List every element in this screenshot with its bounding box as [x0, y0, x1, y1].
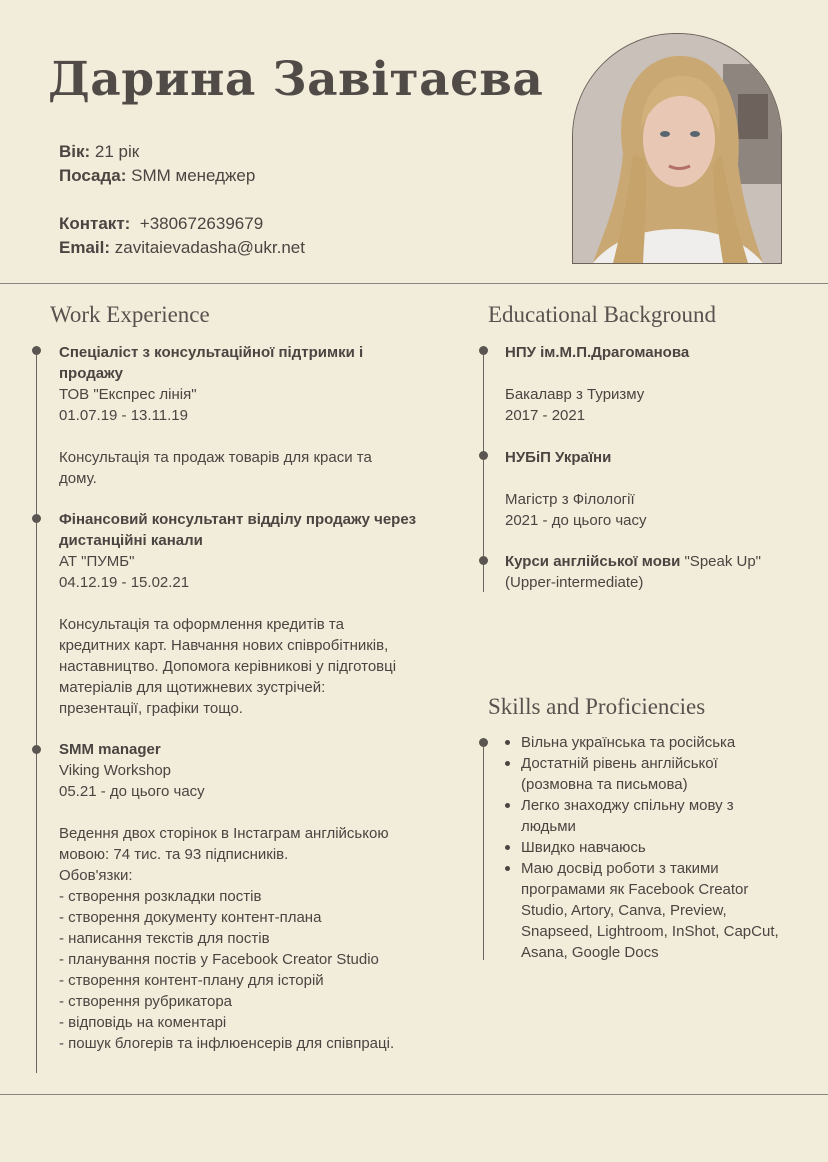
job-description: презентації, графіки тощо.	[59, 700, 243, 717]
email-row	[59, 236, 305, 260]
job-company: ТОВ "Експрес лінія"	[59, 386, 197, 403]
contact-row	[59, 212, 305, 236]
skills-title: Skills and Proficiencies	[488, 694, 706, 719]
skill-item: Маю досвід роботи з такими програмами як Facebook Creator Studio, Artory, Canva, Preview, Snapseed, Lightroom, InShot, CapCut, Asana, Google Docs	[504, 858, 779, 963]
education-entry	[505, 447, 647, 531]
job-entry	[59, 739, 394, 1054]
education-timeline-dot	[479, 451, 488, 460]
job-company: Viking Workshop	[59, 762, 172, 779]
position-label: Посада:	[59, 166, 127, 185]
job-entry	[59, 342, 372, 489]
education-course-name: "Speak Up"	[684, 553, 762, 570]
job-title: дистанційні канали	[59, 532, 203, 549]
job-dates: 01.07.19 - 13.11.19	[59, 407, 188, 424]
job-description: Ведення двох сторінок в Інстаграм англійською	[59, 825, 389, 842]
job-title: Спеціаліст з консультаційної підтримки і	[59, 344, 364, 361]
skill-item: Швидко навчаюсь	[504, 837, 779, 858]
skills-timeline-line	[483, 742, 484, 960]
skills-list	[504, 732, 779, 963]
education-dates: 2017 - 2021	[505, 407, 586, 424]
education-timeline-dot	[479, 556, 488, 565]
education-institution: Курси англійської мови	[505, 553, 681, 570]
contact-label: Контакт:	[59, 214, 131, 233]
job-description: матеріалів для щотижневих зустрічей:	[59, 679, 326, 696]
job-title: SMM manager	[59, 741, 161, 758]
job-title: Фінансовий консультант відділу продажу через	[59, 511, 417, 528]
education-dates: 2021 - до цього часу	[505, 512, 647, 529]
job-description: Обов'язки:	[59, 867, 133, 884]
email-value: zavitaievadasha@ukr.net	[114, 238, 305, 257]
job-description: кредитних карт. Навчання нових співробітників,	[59, 637, 389, 654]
job-description: Консультація та продаж товарів для краси та	[59, 449, 372, 466]
job-description: - створення розкладки постів	[59, 888, 262, 905]
job-description: - створення документу контент-плана	[59, 909, 322, 926]
education-degree: Магістр з Філології	[505, 491, 635, 508]
job-description: - пошук блогерів та інфлюенсерів для співпраці.	[59, 1035, 395, 1052]
work-timeline-dot	[32, 346, 41, 355]
job-description: наставництво. Допомога керівникові у підготовці	[59, 658, 397, 675]
contact-value: +380672639679	[139, 214, 264, 233]
job-title: продажу	[59, 365, 124, 382]
job-dates: 05.21 - до цього часу	[59, 783, 205, 800]
job-description: дому.	[59, 470, 97, 487]
job-description: - створення рубрикатора	[59, 993, 233, 1010]
education-title: Educational Background	[488, 302, 717, 327]
education-level: (Upper-intermediate)	[505, 574, 644, 591]
job-description: - відповідь на коментарі	[59, 1014, 227, 1031]
age-row	[59, 140, 305, 164]
position-value: SMM менеджер	[131, 166, 256, 185]
education-institution: НУБіП України	[505, 449, 612, 466]
candidate-name: Дарина Завітаєва	[48, 52, 544, 107]
email-label: Email:	[59, 238, 111, 257]
work-timeline-dot	[32, 514, 41, 523]
job-description: Консультація та оформлення кредитів та	[59, 616, 344, 633]
education-entry	[505, 342, 689, 426]
work-timeline-dot	[32, 745, 41, 754]
age-value: 21 рік	[94, 142, 140, 161]
personal-info	[59, 140, 305, 260]
profile-photo	[572, 33, 782, 264]
education-institution: НПУ ім.М.П.Драгоманова	[505, 344, 690, 361]
job-description: мовою: 74 тис. та 93 підписників.	[59, 846, 289, 863]
job-company: АТ "ПУМБ"	[59, 553, 135, 570]
job-dates: 04.12.19 - 15.02.21	[59, 574, 190, 591]
job-entry	[59, 509, 416, 719]
education-degree: Бакалавр з Туризму	[505, 386, 645, 403]
position-row	[59, 164, 305, 188]
skill-item: Вільна українська та російська	[504, 732, 779, 753]
work-experience-title: Work Experience	[50, 302, 210, 327]
job-description: - планування постів у Facebook Creator Studio	[59, 951, 379, 968]
job-description: - створення контент-плану для історій	[59, 972, 324, 989]
age-label: Вік:	[59, 142, 91, 161]
skill-item: Достатній рівень англійської (розмовна та письмова)	[504, 753, 779, 795]
work-timeline-line	[36, 350, 37, 1073]
skills-timeline-dot	[479, 738, 488, 747]
skill-item: Легко знаходжу спільну мову з людьми	[504, 795, 779, 837]
education-entry	[505, 551, 761, 593]
job-description: - написання текстів для постів	[59, 930, 270, 947]
top-divider	[0, 283, 828, 284]
education-timeline-dot	[479, 346, 488, 355]
bottom-divider	[0, 1094, 828, 1095]
